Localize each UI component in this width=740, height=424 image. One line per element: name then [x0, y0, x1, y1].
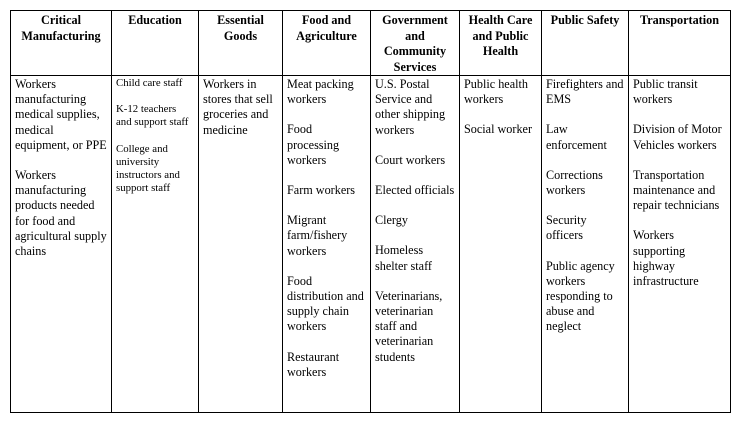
header-education: Education	[112, 11, 199, 76]
list-item: Public agency workers responding to abuse and neglect	[546, 258, 615, 334]
header-essential-goods: Essential Goods	[199, 11, 283, 76]
header-government-and-community-services: Government and Community Services	[371, 11, 460, 76]
cell-critical-manufacturing	[11, 76, 112, 413]
header-transportation: Transportation	[629, 11, 731, 76]
header-row	[11, 11, 731, 76]
list-item: Farm workers	[287, 183, 356, 198]
list-item: Court workers	[375, 152, 446, 167]
list-item: Homeless shelter staff	[375, 243, 432, 273]
list-item: Elected officials	[375, 183, 455, 198]
body-row	[11, 76, 731, 413]
list-item: Workers supporting highway infrastructure	[633, 228, 699, 289]
list-item: Workers in stores that sell groceries and medicine	[203, 77, 273, 137]
header-health-care-and-public-health: Health Care and Public Health	[460, 11, 542, 76]
list-item: Division of Motor Vehicles workers	[633, 122, 722, 152]
list-item: Public transit workers	[633, 77, 698, 107]
essential-workers-table	[10, 10, 731, 413]
list-item: Workers manufacturing medical supplies, medical equipment, or PPE	[15, 77, 107, 152]
cell-public-safety	[542, 76, 629, 413]
list-item: Veterinarians, veterinarian staff and veterinarian students	[375, 288, 443, 364]
list-item: Meat packing workers	[287, 77, 354, 107]
list-item: Food processing workers	[287, 122, 340, 167]
list-item: Security officers	[546, 213, 587, 243]
cell-food-and-agriculture	[283, 76, 371, 413]
header-public-safety: Public Safety	[542, 11, 629, 76]
list-item: Clergy	[375, 213, 408, 228]
list-item: Restaurant workers	[287, 349, 340, 379]
list-item: K-12 teachers and support staff	[116, 103, 189, 129]
list-item: Firefighters and EMS	[546, 77, 624, 107]
list-item: Corrections workers	[546, 167, 603, 198]
essential-workers-table-container	[10, 10, 730, 413]
list-item: Social worker	[464, 122, 533, 137]
cell-transportation	[629, 76, 731, 413]
cell-health-care-and-public-health	[460, 76, 542, 413]
list-item: U.S. Postal Service and other shipping workers	[375, 77, 446, 137]
header-critical-manufacturing: Critical Manufacturing	[11, 11, 112, 76]
list-item: Workers manufacturing products needed for food and agricultural supply chains	[15, 168, 107, 259]
cell-government-and-community-services	[371, 76, 460, 413]
list-item: Child care staff	[116, 77, 183, 89]
header-food-and-agriculture: Food and Agriculture	[283, 11, 371, 76]
list-item: Food distribution and supply chain workers	[287, 273, 364, 334]
list-item: Migrant farm/fishery workers	[287, 213, 348, 258]
list-item: Public health workers	[464, 77, 528, 107]
list-item: Law enforcement	[546, 122, 607, 152]
list-item: College and university instructors and support staff	[116, 142, 180, 195]
list-item: Transportation maintenance and repair technicians	[633, 167, 720, 213]
cell-education	[112, 76, 199, 413]
cell-essential-goods	[199, 76, 283, 413]
